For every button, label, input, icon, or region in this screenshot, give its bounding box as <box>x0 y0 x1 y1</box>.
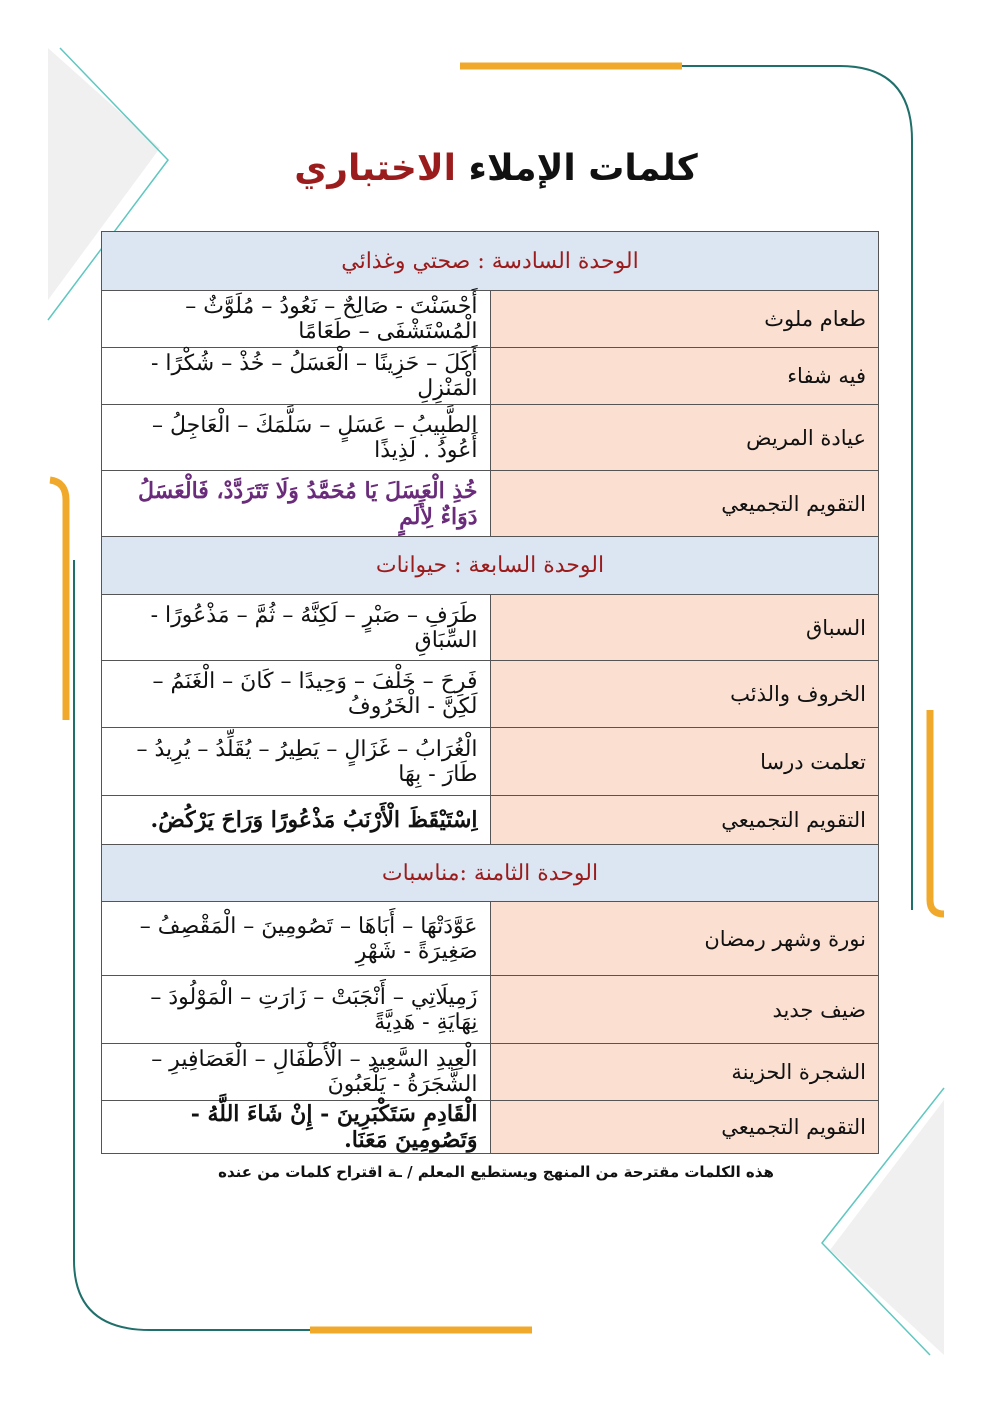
evaluation-sentence: اِسْتَيْقَظَ الْأَرْنَبُ مَذْعُورًا وَرَاحَ يَرْكُضُ. <box>102 796 491 845</box>
lesson-title: فيه شفاء <box>490 348 879 405</box>
dictation-table <box>101 231 879 1154</box>
lesson-title: الخروف والذئب <box>490 661 879 728</box>
lesson-words: فَرِحَ – خَلْفَ – وَحِيدًا – كَانَ – الْغَنَمُ – لَكِنَّ - الْخَرُوفُ <box>102 661 491 728</box>
lesson-words: طَرَفِ – صَبْرٍ – لَكِنَّهُ – ثُمَّ – مَذْعُورًا - السِّبَاقِ <box>102 595 491 661</box>
unit-header: الوحدة الثامنة :مناسبات <box>102 845 879 902</box>
table-row <box>102 902 879 976</box>
table-row <box>102 661 879 728</box>
table-row <box>102 595 879 661</box>
lesson-title: التقويم التجميعي <box>490 796 879 845</box>
unit-header-row <box>102 845 879 902</box>
lesson-title: طعام ملوث <box>490 291 879 348</box>
lesson-words: أَكَلَ – حَزِينًا – الْعَسَلُ – خُذْ – شُكْرًا - الْمَنْزِلِ <box>102 348 491 405</box>
unit-header: الوحدة السادسة : صحتي وغذائي <box>102 232 879 291</box>
lesson-words: الطَّبِيبُ – عَسَلٍ – سَلَّمَكَ – الْعَاجِلُ – أَعُودُ . لَذِيذًا <box>102 405 491 471</box>
table-row <box>102 796 879 845</box>
table-row <box>102 1044 879 1101</box>
lesson-words: الْعِيدِ السَّعِيدِ – الْأَطْفَالِ – الْعَصَافِيرِ – الشَّجَرَةُ - يَلْعَبُونَ <box>102 1044 491 1101</box>
lesson-words: زَمِيلَاتِي – أَنْجَبَتْ – زَارَتِ – الْمَوْلُودَ – نِهَايَةِ - هَدِيَّةً <box>102 976 491 1044</box>
table-row <box>102 348 879 405</box>
unit-header-row <box>102 232 879 291</box>
accent-bar-left <box>50 480 66 720</box>
title-main: كلمات الإملاء <box>468 148 698 189</box>
lesson-title: عيادة المريض <box>490 405 879 471</box>
lesson-title: الشجرة الحزينة <box>490 1044 879 1101</box>
title-accent: الاختباري <box>294 148 456 189</box>
footnote: هذه الكلمات مقترحة من المنهج ويستطيع المعلم / ـة اقتراح كلمات من عنده <box>218 1163 774 1181</box>
evaluation-sentence: خُذِ الْعَسَلَ يَا مُحَمَّدُ وَلَا تَتَرَدَّدْ، فَالْعَسَلُ دَوَاءٌ لِأَلَمٍ <box>102 471 491 537</box>
lesson-words: أَحْسَنْتَ - صَالِحٌ – نَعُودُ – مُلَوَّثٌ – الْمُسْتَشْفَى – طَعَامًا <box>102 291 491 348</box>
page-title <box>0 148 992 189</box>
lesson-words: عَوَّدَتْهَا – أَبَاهَا – تَصُومِينَ – الْمَقْصِفُ – صَغِيرَةً - شَهْرِ <box>102 902 491 976</box>
table-row <box>102 291 879 348</box>
table-row <box>102 1101 879 1154</box>
unit-header: الوحدة السابعة : حيوانات <box>102 537 879 595</box>
unit-header-row <box>102 537 879 595</box>
evaluation-sentence: الْقَادِمِ سَتَكْبَرِينَ - إِنْ شَاءَ اللَّهُ - وَتَصُومِينَ مَعَنَا. <box>102 1101 491 1154</box>
table-row <box>102 976 879 1044</box>
lesson-title: ضيف جديد <box>490 976 879 1044</box>
accent-bar-right <box>930 710 944 914</box>
lesson-title: نورة وشهر رمضان <box>490 902 879 976</box>
lesson-title: تعلمت درسا <box>490 728 879 796</box>
lesson-title: السباق <box>490 595 879 661</box>
table-row <box>102 405 879 471</box>
lesson-words: الْغُرَابُ – غَزَالٍ – يَطِيرُ – يُقَلِّدُ – يُرِيدُ – طَارَ - بِهَا <box>102 728 491 796</box>
table-row <box>102 728 879 796</box>
lesson-title: التقويم التجميعي <box>490 471 879 537</box>
table-row <box>102 471 879 537</box>
lesson-title: التقويم التجميعي <box>490 1101 879 1154</box>
